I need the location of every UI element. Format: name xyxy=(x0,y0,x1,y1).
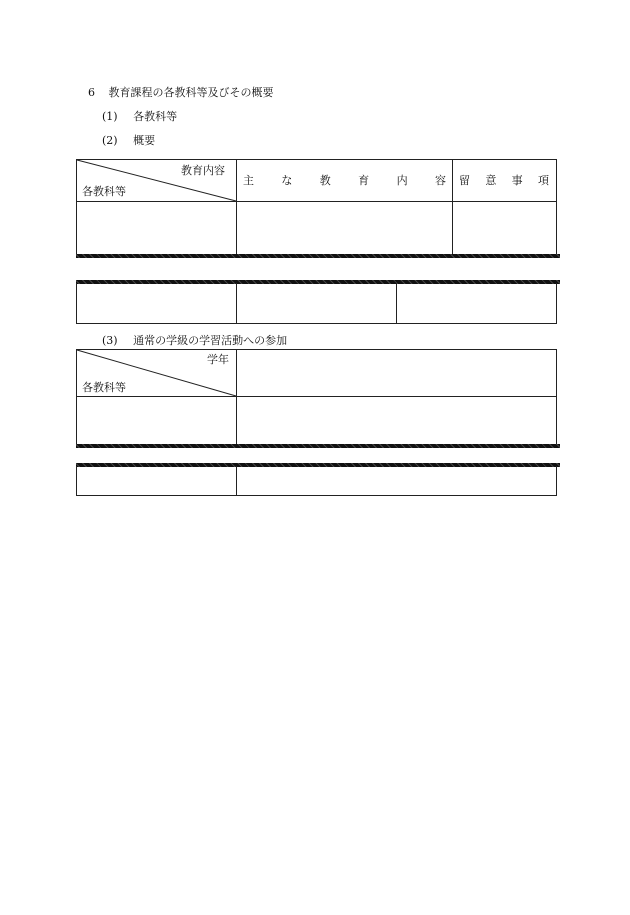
main-content-header-char: 教 xyxy=(319,174,331,187)
notes-header-char: 事 xyxy=(511,174,523,187)
main-content-header-char: な xyxy=(281,174,293,187)
subsection-1-number: (1) xyxy=(102,110,118,123)
corner-header-top: 教育内容 xyxy=(181,164,225,177)
participation-continuation-col-divider xyxy=(236,466,237,495)
corner-header-bottom: 各教科等 xyxy=(82,185,126,198)
table-break-mark-top xyxy=(76,254,560,258)
notes-header-char: 項 xyxy=(537,174,549,187)
participation-table xyxy=(76,349,557,445)
overview-table xyxy=(76,159,557,255)
subsection-1-title: 各教科等 xyxy=(133,110,178,123)
main-content-header-char: 容 xyxy=(434,174,446,187)
subsection-1-heading xyxy=(102,110,177,124)
subsection-3-title: 通常の学級の学習活動への参加 xyxy=(133,334,288,347)
continuation-col-divider-1 xyxy=(236,283,237,323)
participation-table-continuation xyxy=(76,466,557,496)
table2-break-mark-top xyxy=(76,444,560,448)
subsection-2-title: 概要 xyxy=(133,134,156,147)
subsection-2-heading xyxy=(102,134,155,148)
notes-header-char: 留 xyxy=(459,174,470,187)
subsection-3-heading xyxy=(102,334,287,348)
main-content-header-char: 内 xyxy=(396,174,408,187)
main-content-header-char: 主 xyxy=(243,174,254,187)
main-content-header xyxy=(243,174,446,188)
subsection-2-number: (2) xyxy=(102,134,118,147)
section-title: 教育課程の各教科等及びその概要 xyxy=(108,86,274,99)
continuation-col-divider-2 xyxy=(396,283,397,323)
notes-header-char: 意 xyxy=(485,174,497,187)
section-heading xyxy=(88,86,274,100)
notes-header xyxy=(459,174,549,188)
participation-corner-header-top: 学年 xyxy=(207,353,229,366)
overview-table-col-divider-2 xyxy=(452,160,453,255)
subsection-3-number: (3) xyxy=(102,334,118,347)
section-number: 6 xyxy=(88,86,95,99)
main-content-header-char: 育 xyxy=(358,174,370,187)
overview-table-continuation xyxy=(76,283,557,324)
participation-corner-header-bottom: 各教科等 xyxy=(82,381,126,394)
